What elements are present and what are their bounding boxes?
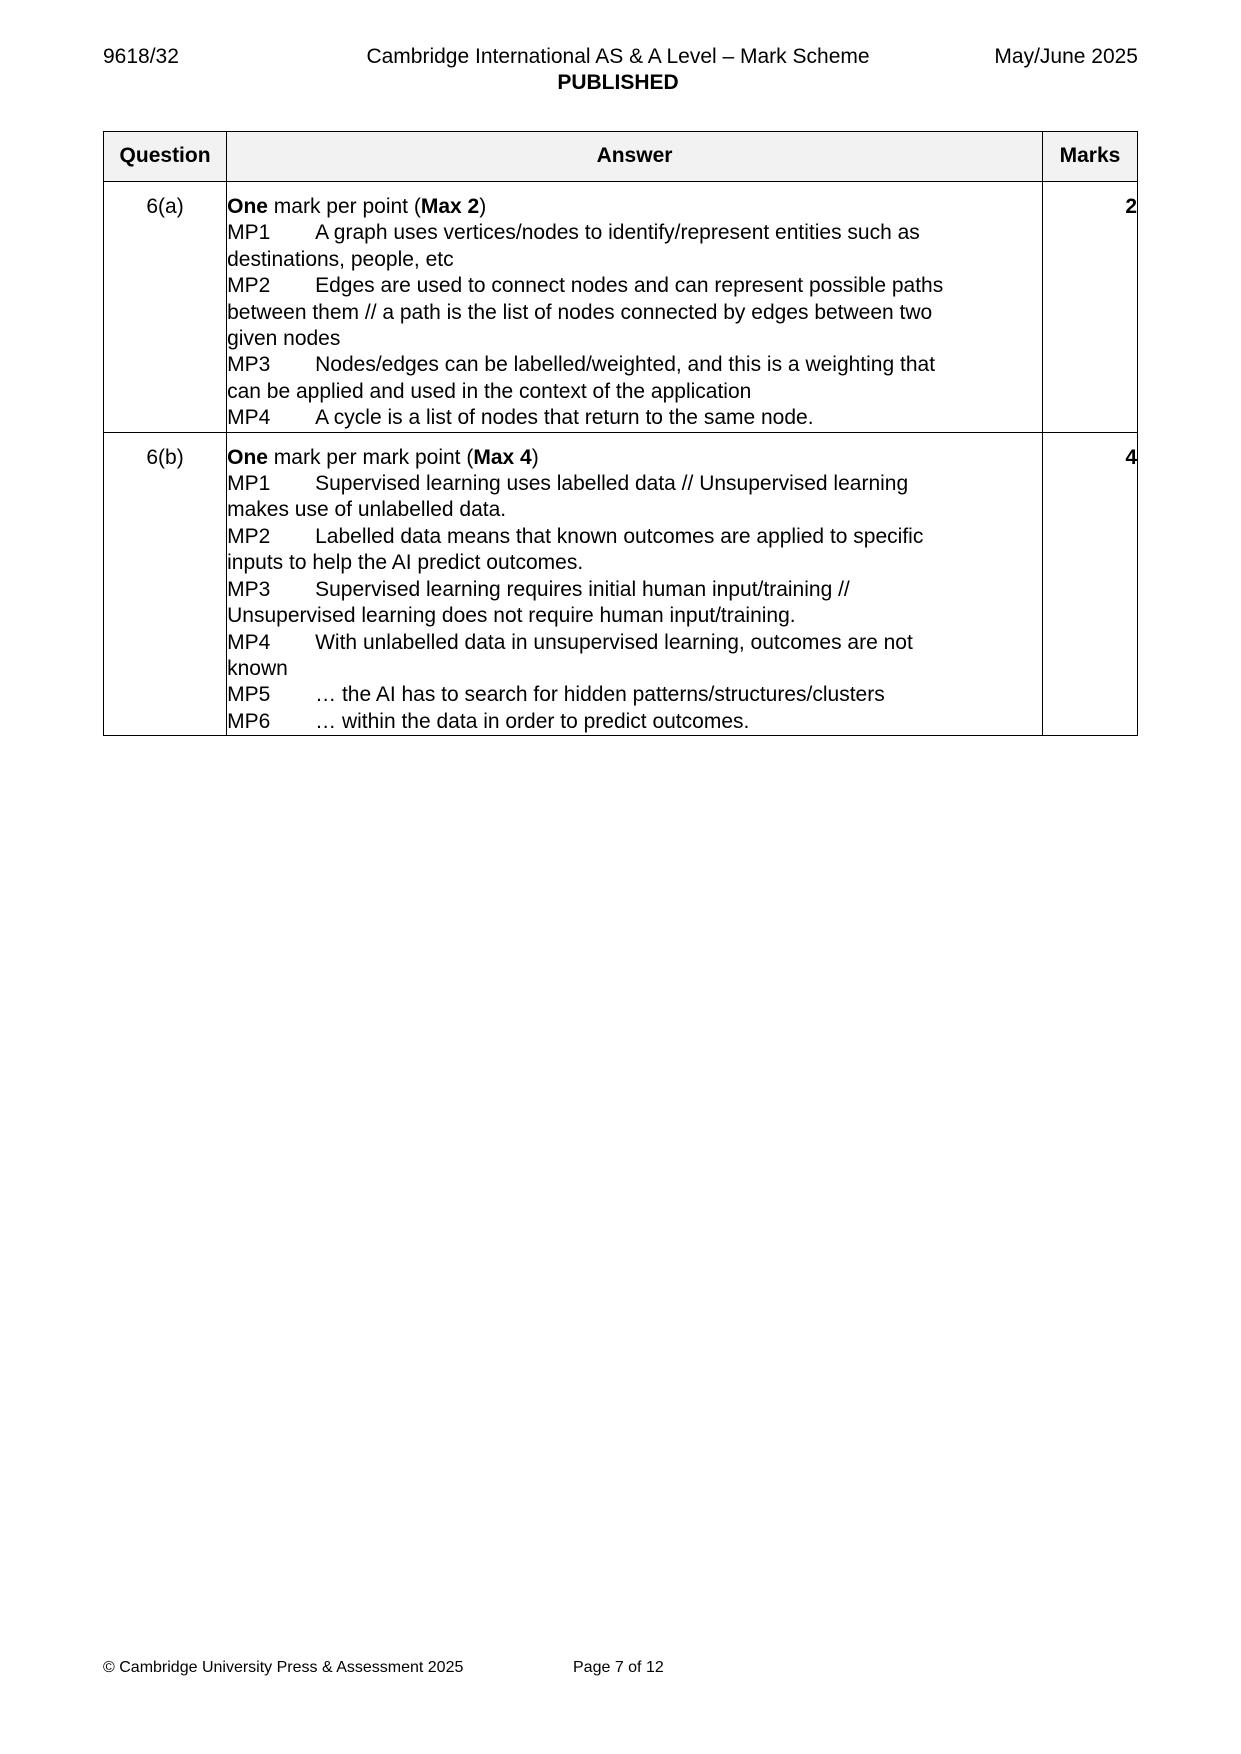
mark-point-line	[227, 352, 1042, 378]
mark-point-text: With unlabelled data in unsupervised learning, outcomes are not	[315, 630, 913, 654]
mark-point-text: Nodes/edges can be labelled/weighted, and this is a weighting that	[315, 353, 936, 377]
intro-text: )	[479, 195, 487, 218]
mark-point-text: Supervised learning uses labelled data // Unsupervised learning	[315, 472, 909, 496]
mark-point	[227, 220, 1042, 273]
question-column-header: Question	[104, 132, 227, 182]
marks-value: 2	[1042, 182, 1137, 433]
table-header-row	[104, 132, 1138, 182]
mark-point-line	[227, 577, 1042, 603]
mark-point-line	[227, 471, 1042, 497]
mark-point	[227, 273, 1042, 352]
mark-point-text: Labelled data means that known outcomes are applied to specific	[315, 524, 924, 548]
mark-point	[227, 682, 1042, 708]
mark-point-label: MP4	[227, 630, 271, 654]
mark-point-line	[227, 524, 1042, 550]
intro-bold-text: Max 2	[420, 195, 480, 218]
mark-point-line	[227, 709, 1042, 735]
table-body	[104, 182, 1138, 736]
mark-point-label: MP2	[227, 274, 271, 298]
answer-column-header: Answer	[227, 132, 1043, 182]
mark-point-text: given nodes	[227, 327, 341, 351]
exam-session: May/June 2025	[994, 45, 1138, 68]
mark-point-line	[227, 379, 1042, 405]
mark-point-line	[227, 550, 1042, 576]
mark-point-label: MP3	[227, 577, 271, 601]
marks-column-header: Marks	[1042, 132, 1137, 182]
intro-text: mark per point (	[267, 195, 421, 218]
mark-point-line	[227, 682, 1042, 708]
mark-point-label: MP6	[227, 709, 271, 733]
page-number: Page 7 of 12	[573, 1659, 664, 1676]
answer-cell	[227, 432, 1043, 735]
paper-code: 9618/32	[103, 45, 179, 68]
mark-point	[227, 709, 1042, 735]
mark-point	[227, 630, 1042, 683]
mark-point-text: A graph uses vertices/nodes to identify/represent entities such as	[315, 221, 920, 245]
mark-point-text: Edges are used to connect nodes and can represent possible paths	[315, 274, 944, 298]
mark-point-line	[227, 497, 1042, 523]
mark-allocation-intro	[227, 445, 1042, 471]
mark-point-line	[227, 326, 1042, 352]
mark-scheme-table	[103, 131, 1138, 736]
mark-point-text: … within the data in order to predict outcomes.	[315, 709, 750, 733]
mark-point-text: … the AI has to search for hidden patterns/structures/clusters	[315, 683, 885, 707]
intro-text: )	[531, 445, 539, 469]
mark-point	[227, 405, 1042, 431]
marks-value: 4	[1042, 432, 1137, 735]
mark-point-text: Supervised learning requires initial human input/training //	[315, 577, 850, 601]
answer-cell	[227, 182, 1043, 433]
mark-point-text: inputs to help the AI predict outcomes.	[227, 551, 584, 575]
published-label: PUBLISHED	[557, 71, 679, 94]
mark-point-line	[227, 405, 1042, 431]
mark-point-label: MP1	[227, 472, 271, 496]
intro-bold-text: One	[227, 445, 268, 469]
intro-bold-text: Max 4	[473, 445, 532, 469]
mark-point-line	[227, 603, 1042, 629]
table-row	[104, 432, 1138, 735]
intro-text: mark per mark point (	[267, 445, 474, 469]
mark-point	[227, 352, 1042, 405]
mark-point-text: can be applied and used in the context of the application	[227, 379, 752, 403]
mark-point-text: Unsupervised learning does not require human input/training.	[227, 604, 796, 628]
mark-point-line	[227, 300, 1042, 326]
mark-point-text: destinations, people, etc	[227, 247, 454, 271]
table-row	[104, 182, 1138, 433]
mark-point-label: MP1	[227, 221, 271, 245]
mark-point-text: between them // a path is the list of nodes connected by edges between two	[227, 300, 933, 324]
mark-point-label: MP3	[227, 353, 271, 377]
mark-point-text: makes use of unlabelled data.	[227, 498, 507, 522]
mark-point-text: A cycle is a list of nodes that return to the same node.	[315, 406, 814, 430]
mark-point-line	[227, 247, 1042, 273]
mark-point-label: MP5	[227, 683, 271, 707]
mark-point-label: MP2	[227, 524, 271, 548]
mark-point	[227, 471, 1042, 524]
mark-allocation-intro	[227, 194, 1042, 220]
mark-point-line	[227, 630, 1042, 656]
mark-point	[227, 577, 1042, 630]
intro-bold-text: One	[227, 195, 268, 218]
mark-point-line	[227, 220, 1042, 246]
mark-point	[227, 524, 1042, 577]
question-number: 6(a)	[104, 182, 227, 433]
mark-point-text: known	[227, 656, 288, 680]
mark-point-label: MP4	[227, 406, 271, 430]
question-number: 6(b)	[104, 432, 227, 735]
document-title: Cambridge International AS & A Level – Mark Scheme	[366, 45, 870, 68]
mark-point-line	[227, 656, 1042, 682]
mark-point-line	[227, 273, 1042, 299]
copyright-notice: © Cambridge University Press & Assessment 2025	[103, 1659, 464, 1676]
